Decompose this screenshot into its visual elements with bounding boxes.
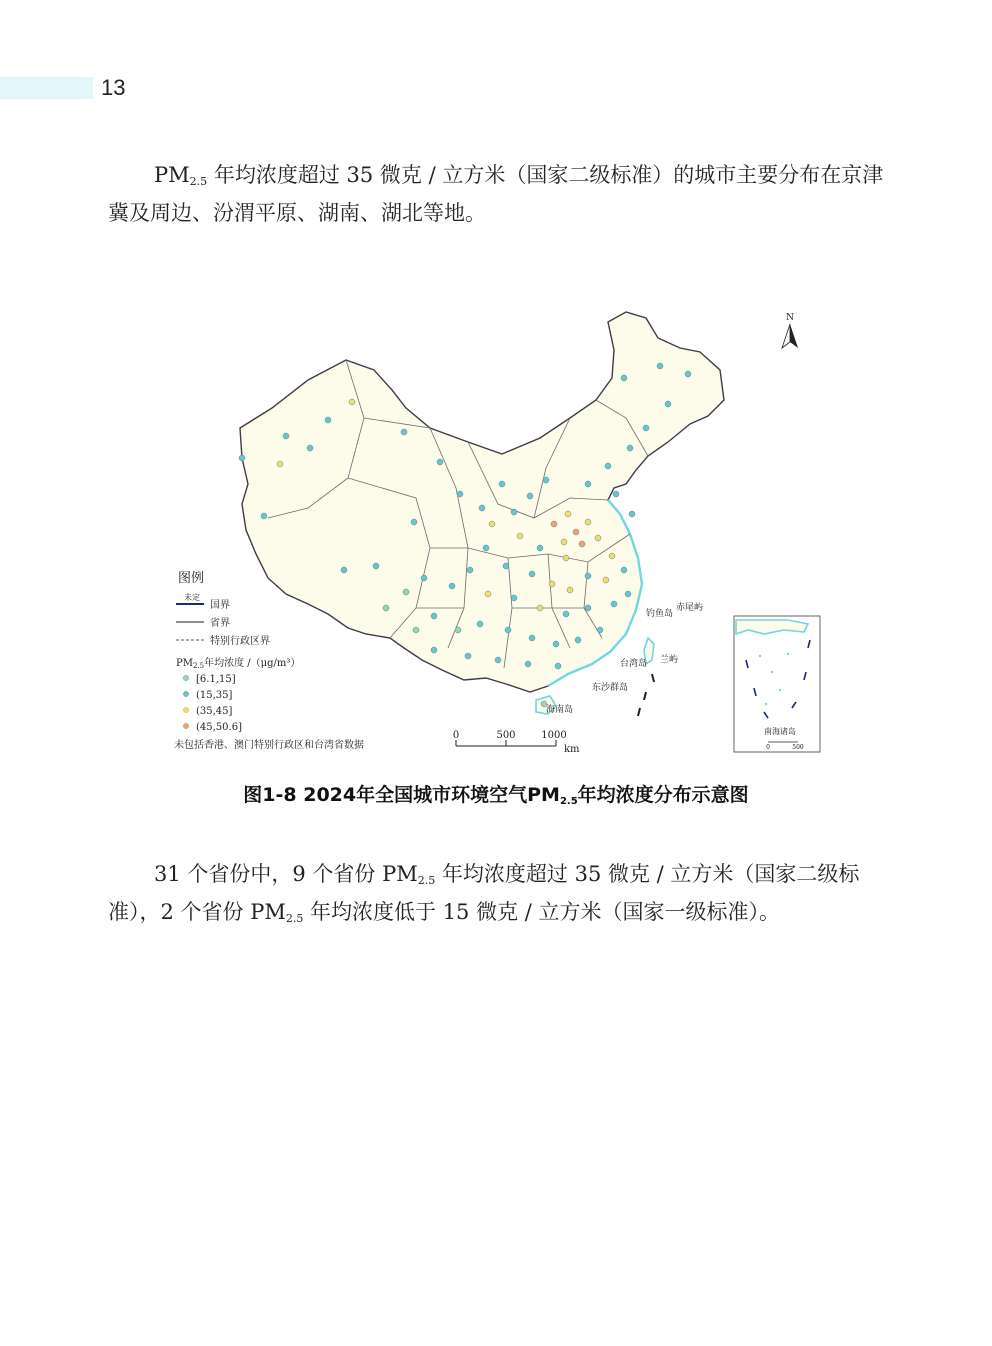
legend-title: 图例 [178, 571, 205, 586]
boundary-dashes [638, 674, 654, 716]
page-number: 13 [101, 75, 126, 100]
legend-pm-suffix: 年均浓度 /（μg/m³） [204, 658, 301, 669]
legend-swatch-1 [183, 675, 188, 680]
label-chiwei: 赤尾屿 [676, 603, 704, 613]
scale-tick-500: 500 [496, 730, 516, 741]
paragraph-2 [108, 855, 898, 931]
figure-caption [0, 780, 992, 807]
north-label: N [786, 313, 794, 323]
legend-class-4: (45,50.6] [196, 722, 242, 733]
scale-tick-0: 0 [452, 730, 460, 741]
p2-part2: 年均浓度超过 35 微克 / 立方米（国家二级标准），2 个省份 PM [108, 862, 860, 924]
legend-class-3: (35,45] [196, 706, 233, 717]
p1-text: 年均浓度超过 35 微克 / 立方米（国家二级标准）的城市主要分布在京津冀及周边、汾渭平原、湖南、湖北等地。 [108, 163, 884, 225]
p2-sub1: 2.5 [417, 874, 436, 887]
inset-scale-0: 0 [766, 744, 770, 751]
legend-class-1: [6.1,15] [196, 674, 236, 685]
legend-pm-title [176, 656, 300, 670]
caption-sub: 2.5 [559, 796, 578, 807]
label-taiwan: 台湾岛 [620, 659, 648, 669]
label-hainan: 海南岛 [546, 705, 574, 715]
legend-national-border: 国界 [210, 600, 230, 611]
paragraph-1 [108, 156, 898, 232]
legend-undetermined: 未定 [184, 593, 200, 602]
legend-pm-prefix: PM [176, 658, 193, 669]
scale-tick-1000: 1000 [541, 730, 567, 741]
legend-swatch-4 [183, 723, 188, 728]
caption-part1: 图1-8 2024年全国城市环境空气PM [243, 784, 560, 806]
legend-pm-sub: 2.5 [192, 662, 205, 670]
p1-sub: 2.5 [189, 175, 208, 188]
label-diaoyu: 钓鱼岛 [646, 609, 674, 619]
scale-unit: km [564, 744, 580, 755]
p2-part3: 年均浓度低于 15 微克 / 立方米（国家一级标准）。 [303, 900, 781, 924]
p1-pm: PM [154, 163, 190, 187]
caption-part2: 年均浓度分布示意图 [577, 784, 749, 806]
legend-swatch-3 [183, 707, 188, 712]
legend-sar-border: 特别行政区界 [210, 636, 270, 647]
legend-note: 未包括香港、澳门特别行政区和台湾省数据 [174, 740, 364, 751]
p2-part1: 31 个省份中，9 个省份 PM [154, 862, 418, 886]
legend-swatch-2 [183, 691, 188, 696]
label-dongsha: 东沙群岛 [592, 683, 629, 693]
label-lanyu: 兰屿 [660, 655, 679, 665]
scale-bar [453, 730, 580, 755]
china-outline [240, 312, 724, 692]
legend-provincial-border: 省界 [210, 618, 230, 629]
legend-class-2: (15,35] [196, 690, 233, 701]
p2-sub2: 2.5 [285, 912, 304, 925]
page-tab-decoration [0, 77, 93, 99]
north-arrow-icon [782, 313, 798, 348]
inset-scale-500: 500 [792, 744, 804, 751]
inset-title: 南海诸岛 [764, 727, 796, 736]
south-china-sea-inset [734, 616, 820, 752]
china-pm25-map [168, 308, 824, 756]
